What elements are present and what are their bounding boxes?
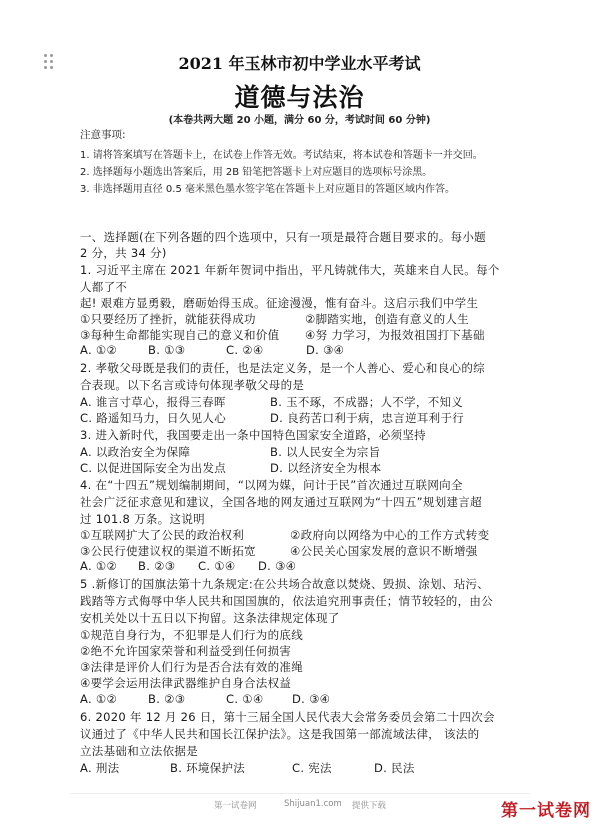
question-4-statements xyxy=(80,543,525,559)
footer-site-name: 第一试卷网 xyxy=(214,801,257,811)
footer-url[interactable]: Shijuan1.com xyxy=(284,799,342,809)
question-2-options xyxy=(80,394,525,410)
option-c[interactable]: C. ①④ xyxy=(226,692,264,706)
question-3-text: 3. 进入新时代，我国要走出一条中国特色国家安全道路，必须坚持 xyxy=(80,428,426,442)
subject-title: 道德与法治 xyxy=(234,83,365,112)
option-d[interactable]: D. ③④ xyxy=(292,692,331,706)
note-item: 1. 请将答案填写在答题卡上，在试卷上作答无效。考试结束，将本试卷和答题卡一并交回。 xyxy=(80,150,483,161)
option-c[interactable]: C. 以促进国际安全为出发点 xyxy=(80,461,227,475)
question-6-options xyxy=(80,760,525,776)
watermark-logo: 第一试卷网 xyxy=(501,801,591,821)
statement: ④公民关心国家发展的意识不断增强 xyxy=(290,544,478,558)
option-a[interactable]: A. ①② xyxy=(80,559,118,573)
footer-download-text: 提供下载 xyxy=(352,801,387,811)
question-6-text: 6. 2020 年 12 月 26 日，第十三届全国人民代表大会常务委员会第二十四次会 xyxy=(80,710,495,724)
section-heading: 一、选择题(在下列各题的四个选项中，只有一项是最符合题目要求的。每小题 xyxy=(80,230,486,244)
statement: ②绝不允许国家荣誉和利益受到任何损害 xyxy=(80,644,292,658)
statement: ③公民行使建议权的渠道不断拓宽 xyxy=(80,544,256,558)
question-5-text: 安机关处以十五日以下拘留。这条法律规定体现了 xyxy=(80,611,340,625)
note-item: 2. 选择题每小题选出答案后，用 2B 铅笔把答题卡上对应题目的选项标号涂黑。 xyxy=(80,167,433,178)
option-c[interactable]: C. ②④ xyxy=(226,343,264,357)
option-d[interactable]: D. ③④ xyxy=(306,343,345,357)
option-b[interactable]: B. ②③ xyxy=(148,692,186,706)
option-b[interactable]: B. 环境保护法 xyxy=(170,761,246,775)
option-a[interactable]: A. ①② xyxy=(80,343,118,357)
statement: ①规范自身行为，不犯罪是人们行为的底线 xyxy=(80,628,304,642)
footer-divider xyxy=(70,793,530,794)
statement: ①只要经历了挫折，就能获得成功 xyxy=(80,312,256,326)
option-d[interactable]: D. ③④ xyxy=(258,559,297,573)
statement: ②政府向以网络为中心的工作方式转变 xyxy=(290,528,490,542)
option-c[interactable]: C. 宪法 xyxy=(292,761,332,775)
option-b[interactable]: B. 以人民安全为宗旨 xyxy=(270,445,381,459)
option-d[interactable]: D. 民法 xyxy=(374,761,415,775)
statement: ④要学会运用法律武器维护自身合法权益 xyxy=(80,676,292,690)
statement: ③每种生命都能实现自己的意义和价值 xyxy=(80,328,280,342)
question-1-statements xyxy=(80,311,525,327)
question-5-text: 践踏等方式侮辱中华人民共和国国旗的，依法追究刑事责任；情节较轻的，由公 xyxy=(80,594,493,608)
question-5-text: 5 .新修订的国旗法第十九条规定:在公共场合故意以焚烧、毁损、涂划、玷污、 xyxy=(80,577,490,591)
option-c[interactable]: C. ①④ xyxy=(198,559,236,573)
option-a[interactable]: A. 谁言寸草心，报得三春晖 xyxy=(80,395,226,409)
option-b[interactable]: B. 玉不琢，不成器；人不学，不知义 xyxy=(270,395,464,409)
option-d[interactable]: D. 良药苦口利于病，忠言逆耳利于行 xyxy=(270,411,465,425)
statement: ③法律是评价人们行为是否合法有效的准绳 xyxy=(80,660,304,674)
note-item: 3. 非选择题用直径 0.5 毫米黑色墨水签字笔在答题卡上对应题目的答题区域内作答。 xyxy=(80,184,455,195)
question-1-text: 1. 习近平主席在 2021 年新年贺词中指出，平凡铸就伟大，英雄来自人民。每个 xyxy=(80,263,500,277)
question-1-options xyxy=(80,343,525,357)
option-a[interactable]: A. 刑法 xyxy=(80,761,120,775)
question-6-text: 立法基础和立法依据是 xyxy=(80,744,198,758)
section-heading: 2 分，共 34 分) xyxy=(80,246,167,260)
question-4-text: 社会广泛征求意见和建议，全国各地的网友通过互联网为“十四五”规划建言超 xyxy=(80,495,482,509)
question-4-options xyxy=(80,559,525,573)
option-d[interactable]: D. 以经济安全为根本 xyxy=(270,461,382,475)
question-5-options xyxy=(80,692,525,706)
option-c[interactable]: C. 路遥知马力，日久见人心 xyxy=(80,411,227,425)
option-b[interactable]: B. ①③ xyxy=(148,343,186,357)
option-a[interactable]: A. ①② xyxy=(80,692,118,706)
exam-title: 2021 年玉林市初中学业水平考试 xyxy=(178,54,421,73)
question-2-text: 合表现。以下名言或诗句体现孝敬父母的是 xyxy=(80,378,305,392)
exam-info: (本卷共两大题 20 小题，满分 60 分，考试时间 60 分钟) xyxy=(168,115,431,126)
question-1-text: 起! 艰难方显勇毅，磨砺始得玉成。征途漫漫，惟有奋斗。这启示我们中学生 xyxy=(80,296,479,310)
question-3-options xyxy=(80,444,525,460)
option-a[interactable]: A. 以政治安全为保障 xyxy=(80,445,191,459)
statement: ④努 力学习，为报效祖国打下基础 xyxy=(305,328,485,342)
question-2-text: 2. 孝敬父母既是我们的责任，也是法定义务，是一个人善心、爱心和良心的综 xyxy=(80,361,485,375)
statement: ②脚踏实地，创造有意义的人生 xyxy=(305,312,470,326)
question-6-text: 议通过了《中华人民共和国长江保护法》。这是我国第一部流域法律， 该法的 xyxy=(80,727,480,741)
question-4-text: 4. 在“十四五”规划编制期间，“以网为媒，问计于民”首次通过互联网向全 xyxy=(80,478,463,492)
statement: ①互联网扩大了公民的政治权利 xyxy=(80,528,245,542)
question-4-statements xyxy=(80,527,525,543)
question-1-text: 人都了不 xyxy=(80,280,128,294)
notes-heading: 注意事项: xyxy=(80,129,126,141)
question-1-statements xyxy=(80,327,525,343)
question-4-text: 过 101.8 万条。这说明 xyxy=(80,512,205,526)
option-b[interactable]: B. ②③ xyxy=(138,559,176,573)
question-2-options xyxy=(80,410,525,426)
question-3-options xyxy=(80,460,525,476)
